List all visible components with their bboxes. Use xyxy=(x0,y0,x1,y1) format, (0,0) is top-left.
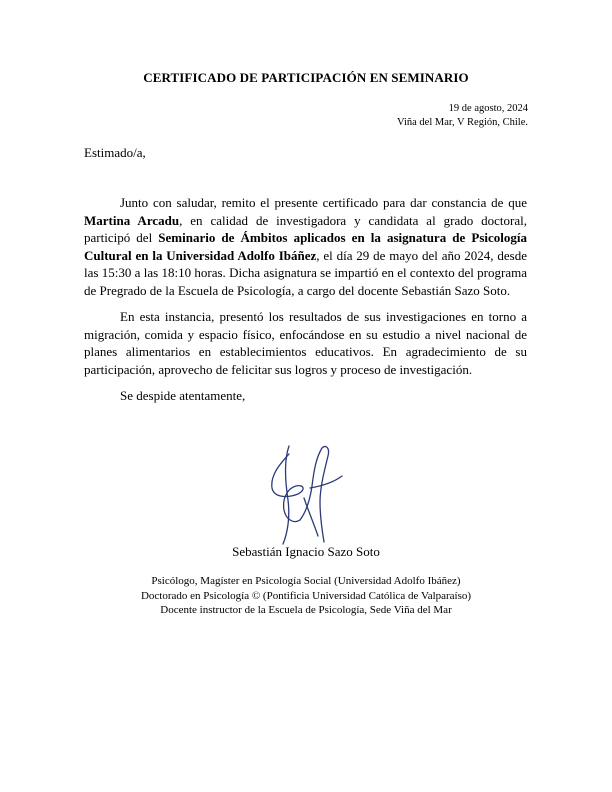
greeting: Estimado/a, xyxy=(84,145,146,160)
credential-line: Doctorado en Psicología © (Pontificia Universidad Católica de Valparaíso) xyxy=(140,589,472,602)
certificate-title: CERTIFICADO DE PARTICIPACIÓN EN SEMINARIO xyxy=(143,70,469,85)
date-location-block xyxy=(397,102,528,130)
participant-name: Martina Arcadu xyxy=(84,212,180,228)
paragraph-participation xyxy=(84,194,527,299)
letter-body xyxy=(84,194,527,414)
p1-text-3: , el día 29 de mayo del año 2024, desde las 15:30 a las 18:10 horas. Dicha asignatura se impartió en el contexto del programa de Pregrado de la Escuela de Psicología, a cargo del docente Sebastián Sazo Soto. xyxy=(84,247,527,298)
paragraph-results: En esta instancia, presentó los resultados de sus investigaciones en torno a migración, comida y espacio físico, enfocándose en su estudio a nivel nacional de planes alimentarios en establecimientos educativos. En agradecimiento de su participación, aprovecho de felicitar sus logros y proceso de investigación. xyxy=(84,309,527,377)
closing-line: Se despide atentamente, xyxy=(120,388,246,403)
credential-line: Docente instructor de la Escuela de Psicología, Sede Viña del Mar xyxy=(160,604,452,616)
seminar-name: Seminario de Ámbitos aplicados en la asignatura de Psicología Cultural en la Universidad Adolfo Ibáñez xyxy=(84,230,527,263)
credential-line: Psicólogo, Magíster en Psicología Social (Universidad Adolfo Ibáñez) xyxy=(151,575,461,587)
location-line: Viña del Mar, V Región, Chile. xyxy=(397,117,528,128)
handwritten-signature xyxy=(252,440,352,550)
signer-credentials xyxy=(0,574,612,618)
date-line: 19 de agosto, 2024 xyxy=(448,103,528,114)
signer-name: Sebastián Ignacio Sazo Soto xyxy=(232,544,380,559)
p1-text-1: Junto con saludar, remito el presente certificado para dar constancia de que xyxy=(120,195,527,210)
p1-text-2: , en calidad de investigadora y candidata al grado doctoral, participó del xyxy=(84,212,527,245)
